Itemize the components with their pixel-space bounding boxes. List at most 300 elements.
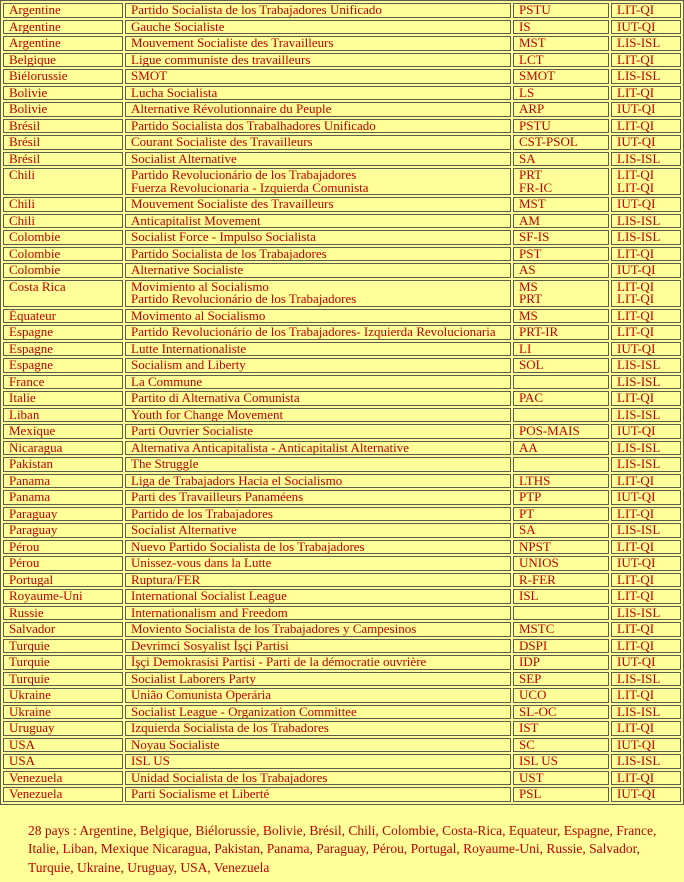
country-cell <box>3 573 123 588</box>
party-cell <box>125 507 511 522</box>
party-cell <box>125 705 511 720</box>
country-cell-line: Pérou <box>9 540 40 553</box>
intl-cell <box>611 102 681 117</box>
sigle-cell <box>513 721 609 736</box>
table-row <box>3 230 681 245</box>
country-cell-line: USA <box>9 738 36 751</box>
party-cell <box>125 787 511 802</box>
sigle-cell <box>513 230 609 245</box>
intl-cell <box>611 771 681 786</box>
party-cell <box>125 738 511 753</box>
sigle-cell <box>513 672 609 687</box>
intl-cell <box>611 119 681 134</box>
party-cell <box>125 457 511 472</box>
party-cell <box>125 490 511 505</box>
table-row <box>3 556 681 571</box>
intl-cell-line: IUT-QI <box>617 20 656 33</box>
party-cell <box>125 540 511 555</box>
sigle-cell-line: AS <box>519 264 536 277</box>
table-row <box>3 408 681 423</box>
party-cell <box>125 556 511 571</box>
intl-cell-line: LIT-QI <box>617 392 655 405</box>
party-cell-line: Noyau Socialiste <box>131 738 220 751</box>
table-row <box>3 342 681 357</box>
party-cell <box>125 135 511 150</box>
intl-cell <box>611 589 681 604</box>
party-cell-line: Socialist Force - Impulso Socialista <box>131 231 316 244</box>
country-cell-line: Brésil <box>9 152 41 165</box>
party-cell-line: Internationalism and Freedom <box>131 606 288 619</box>
sigle-cell-line: IST <box>519 722 539 735</box>
sigle-cell-line: SL-OC <box>519 705 557 718</box>
intl-cell <box>611 655 681 670</box>
sigle-cell-line: IDP <box>519 656 540 669</box>
sigle-cell-line: ISL US <box>519 755 558 768</box>
country-cell-line: Argentine <box>9 4 61 17</box>
intl-cell-line: LIT-QI <box>617 181 655 194</box>
party-cell-line: Partido Socialista dos Trabalhadores Unificado <box>131 119 376 132</box>
sigle-cell-line: LS <box>519 86 535 99</box>
country-cell <box>3 523 123 538</box>
intl-cell <box>611 358 681 373</box>
intl-cell <box>611 540 681 555</box>
intl-cell <box>611 86 681 101</box>
intl-cell-line: LIS-ISL <box>617 705 661 718</box>
intl-cell <box>611 69 681 84</box>
table-row <box>3 152 681 167</box>
table-row <box>3 309 681 324</box>
country-cell-line: Italie <box>9 392 36 405</box>
country-cell <box>3 86 123 101</box>
party-cell-line: Socialist Laborers Party <box>131 672 256 685</box>
intl-cell-line: LIT-QI <box>617 169 655 182</box>
country-cell <box>3 738 123 753</box>
sigle-cell <box>513 119 609 134</box>
party-cell <box>125 69 511 84</box>
intl-cell <box>611 606 681 621</box>
country-cell <box>3 441 123 456</box>
party-cell <box>125 622 511 637</box>
sigle-cell <box>513 375 609 390</box>
intl-cell <box>611 391 681 406</box>
sigle-cell <box>513 408 609 423</box>
table-row <box>3 424 681 439</box>
table-row <box>3 280 681 307</box>
sigle-cell <box>513 424 609 439</box>
intl-cell <box>611 672 681 687</box>
intl-cell-line: LIT-QI <box>617 474 655 487</box>
intl-cell-line: LIT-QI <box>617 573 655 586</box>
party-cell <box>125 358 511 373</box>
sigle-cell-line: LI <box>519 342 532 355</box>
intl-cell-line: LIT-QI <box>617 4 655 17</box>
sigle-cell-line: ARP <box>519 103 545 116</box>
table-row <box>3 53 681 68</box>
intl-cell-line: IUT-QI <box>617 103 656 116</box>
table-row <box>3 622 681 637</box>
sigle-cell <box>513 540 609 555</box>
intl-cell <box>611 3 681 18</box>
intl-cell-line: IUT-QI <box>617 788 656 801</box>
sigle-cell-line: CST-PSOL <box>519 136 578 149</box>
intl-cell <box>611 152 681 167</box>
party-cell-line: Liga de Trabajadors Hacia el Socialismo <box>131 474 343 487</box>
party-cell <box>125 119 511 134</box>
country-cell <box>3 20 123 35</box>
country-cell-line: Venezuela <box>9 771 63 784</box>
intl-cell <box>611 441 681 456</box>
country-cell <box>3 309 123 324</box>
table-row <box>3 36 681 51</box>
party-cell-line: Socialist League - Organization Committee <box>131 705 357 718</box>
sigle-cell-line: PSTU <box>519 4 551 17</box>
table-row <box>3 263 681 278</box>
country-cell-line: Bolivie <box>9 103 48 116</box>
sigle-cell-line: MST <box>519 198 546 211</box>
table-row <box>3 606 681 621</box>
sigle-cell <box>513 342 609 357</box>
intl-cell-line: LIS-ISL <box>617 524 661 537</box>
party-cell <box>125 53 511 68</box>
table-row <box>3 721 681 736</box>
intl-cell-line: LIS-ISL <box>617 37 661 50</box>
party-cell-line: Unidad Socialista de los Trabajadores <box>131 771 328 784</box>
party-cell-line: União Comunista Operária <box>131 689 272 702</box>
party-cell-line: Courant Socialiste des Travailleurs <box>131 136 313 149</box>
country-cell-line: Turquie <box>9 639 50 652</box>
table-row <box>3 247 681 262</box>
countries-summary: 28 pays : Argentine, Belgique, Biélorussie, Bolivie, Brésil, Chili, Colombie, Costa-Rica, Equateur, Espagne, France, Italie, Liban, Mexique Nicaragua, Pakistan, Panama, Paraguay, Pérou, Portugal, Royaume-Uni, Russie, Salvador, Turquie, Ukraine, Uruguay, USA, Venezuela <box>28 822 657 875</box>
intl-cell <box>611 622 681 637</box>
sigle-cell-line: MS <box>519 280 538 293</box>
country-cell-line: Équateur <box>9 309 56 322</box>
table-row <box>3 119 681 134</box>
country-cell <box>3 102 123 117</box>
party-cell <box>125 280 511 307</box>
party-cell-line: Parti des Travailleurs Panaméens <box>131 491 304 504</box>
sigle-cell <box>513 738 609 753</box>
sigle-cell-line: R-FER <box>519 573 556 586</box>
sigle-cell <box>513 20 609 35</box>
sigle-cell-line: SA <box>519 524 536 537</box>
sigle-cell <box>513 3 609 18</box>
sigle-cell <box>513 36 609 51</box>
intl-cell-line: LIT-QI <box>617 247 655 260</box>
party-cell-line: Partido Revolucionário de los Trabajadores <box>131 293 357 306</box>
party-cell-line: Partido Revolucionário de los Trabajadores- Izquierda Revolucionaria <box>131 326 496 339</box>
party-cell-line: Anticapitalist Movement <box>131 214 261 227</box>
country-cell <box>3 672 123 687</box>
country-cell <box>3 606 123 621</box>
country-cell <box>3 540 123 555</box>
intl-cell <box>611 230 681 245</box>
country-cell <box>3 507 123 522</box>
sigle-cell <box>513 358 609 373</box>
party-cell <box>125 375 511 390</box>
table-row <box>3 507 681 522</box>
sigle-cell-line: PSL <box>519 788 542 801</box>
country-cell-line: Chili <box>9 198 36 211</box>
country-cell <box>3 230 123 245</box>
table-row <box>3 375 681 390</box>
country-cell <box>3 474 123 489</box>
sigle-cell-line: PRT <box>519 169 543 182</box>
intl-cell <box>611 457 681 472</box>
sigle-cell <box>513 622 609 637</box>
party-cell <box>125 408 511 423</box>
intl-cell-line: LIT-QI <box>617 623 655 636</box>
party-cell <box>125 214 511 229</box>
party-cell <box>125 771 511 786</box>
party-cell-line: Alternative Socialiste <box>131 264 244 277</box>
party-cell-line: Nuevo Partido Socialista de los Trabajadores <box>131 540 365 553</box>
sigle-cell <box>513 573 609 588</box>
country-cell-line: Argentine <box>9 37 61 50</box>
country-cell-line: Uruguay <box>9 722 55 735</box>
country-cell-line: Chili <box>9 169 36 182</box>
intl-cell <box>611 263 681 278</box>
party-cell <box>125 754 511 769</box>
sigle-cell <box>513 53 609 68</box>
sigle-cell-line: MS <box>519 309 538 322</box>
intl-cell <box>611 135 681 150</box>
table-row <box>3 655 681 670</box>
sigle-cell <box>513 787 609 802</box>
table-row <box>3 168 681 195</box>
sigle-cell-line: SF-IS <box>519 231 550 244</box>
sigle-cell <box>513 705 609 720</box>
sigle-cell <box>513 507 609 522</box>
sigle-cell-line: UST <box>519 771 544 784</box>
country-cell <box>3 408 123 423</box>
table-row <box>3 688 681 703</box>
sigle-cell <box>513 86 609 101</box>
sigle-cell <box>513 325 609 340</box>
intl-cell <box>611 168 681 195</box>
intl-cell-line: IUT-QI <box>617 491 656 504</box>
sigle-cell-line: IS <box>519 20 531 33</box>
intl-cell <box>611 375 681 390</box>
country-cell-line: Colombie <box>9 247 61 260</box>
sigle-cell-line: PAC <box>519 392 544 405</box>
country-cell <box>3 457 123 472</box>
intl-cell-line: IUT-QI <box>617 557 656 570</box>
sigle-cell <box>513 639 609 654</box>
sigle-cell-line <box>519 409 605 422</box>
country-cell <box>3 342 123 357</box>
intl-cell-line: LIS-ISL <box>617 606 661 619</box>
sigle-cell-line: FR-IC <box>519 181 553 194</box>
sigle-cell <box>513 197 609 212</box>
country-cell <box>3 771 123 786</box>
intl-cell <box>611 214 681 229</box>
country-cell-line: Panama <box>9 491 51 504</box>
intl-cell-line: LIS-ISL <box>617 375 661 388</box>
country-cell-line: France <box>9 375 45 388</box>
country-cell <box>3 168 123 195</box>
table-row <box>3 325 681 340</box>
country-cell-line: USA <box>9 755 36 768</box>
country-cell <box>3 721 123 736</box>
country-cell-line: Mexique <box>9 425 56 438</box>
country-cell <box>3 490 123 505</box>
country-cell <box>3 556 123 571</box>
intl-cell-line: LIT-QI <box>617 293 655 306</box>
intl-cell-line: IUT-QI <box>617 656 656 669</box>
sigle-cell-line: NPST <box>519 540 551 553</box>
sigle-cell <box>513 490 609 505</box>
sigle-cell-line: AM <box>519 214 540 227</box>
country-cell-line: Salvador <box>9 623 56 636</box>
intl-cell-line: LIS-ISL <box>617 755 661 768</box>
sigle-cell-line: UNIOS <box>519 557 559 570</box>
country-cell <box>3 325 123 340</box>
sigle-cell <box>513 606 609 621</box>
intl-cell <box>611 556 681 571</box>
sigle-cell-line: LTHS <box>519 474 551 487</box>
intl-cell-line: IUT-QI <box>617 738 656 751</box>
party-cell-line: Partido Socialista de los Trabajadores <box>131 247 327 260</box>
table-row <box>3 135 681 150</box>
party-cell-line: Socialist Alternative <box>131 152 237 165</box>
party-cell-line: Mouvement Socialiste des Travailleurs <box>131 37 334 50</box>
party-cell-line: Fuerza Revolucionaria - Izquierda Comunista <box>131 181 369 194</box>
intl-cell <box>611 53 681 68</box>
party-cell <box>125 424 511 439</box>
party-cell-line: Socialist Alternative <box>131 524 237 537</box>
country-cell <box>3 3 123 18</box>
party-cell-line: Moviento Socialista de los Trabajadores y Campesinos <box>131 623 417 636</box>
intl-cell-line: LIS-ISL <box>617 441 661 454</box>
party-cell <box>125 672 511 687</box>
country-cell <box>3 688 123 703</box>
party-cell <box>125 523 511 538</box>
intl-cell-line: LIT-QI <box>617 689 655 702</box>
sigle-cell <box>513 309 609 324</box>
party-cell-line: Partido Revolucionário de los Trabajadores <box>131 169 357 182</box>
country-cell-line: Paraguay <box>9 507 58 520</box>
party-cell-line: Alternative Révolutionnaire du Peuple <box>131 103 332 116</box>
country-cell <box>3 787 123 802</box>
sigle-cell-line: PRT-IR <box>519 326 559 339</box>
sigle-cell-line <box>519 458 605 471</box>
parties-table-body <box>3 3 681 802</box>
country-cell-line: Argentine <box>9 20 61 33</box>
country-cell <box>3 36 123 51</box>
intl-cell <box>611 507 681 522</box>
intl-cell <box>611 738 681 753</box>
party-cell-line: Devrimci Sosyalist İşçi Partisi <box>131 639 289 652</box>
intl-cell <box>611 754 681 769</box>
sigle-cell-line: SC <box>519 738 535 751</box>
country-cell-line: Brésil <box>9 119 41 132</box>
table-row <box>3 787 681 802</box>
country-cell <box>3 754 123 769</box>
country-cell-line: Russie <box>9 606 44 619</box>
country-cell <box>3 247 123 262</box>
sigle-cell <box>513 474 609 489</box>
intl-cell-line: LIT-QI <box>617 540 655 553</box>
intl-cell <box>611 490 681 505</box>
intl-cell-line: LIT-QI <box>617 590 655 603</box>
country-cell <box>3 263 123 278</box>
party-cell-line: Alternativa Anticapitalista - Anticapitalist Alternative <box>131 441 409 454</box>
intl-cell <box>611 523 681 538</box>
country-cell-line: Nicaragua <box>9 441 63 454</box>
intl-cell <box>611 639 681 654</box>
sigle-cell <box>513 280 609 307</box>
party-cell-line: Movimiento al Socialismo <box>131 280 269 293</box>
party-cell-line: Socialism and Liberty <box>131 359 246 372</box>
country-cell <box>3 375 123 390</box>
table-row <box>3 754 681 769</box>
sigle-cell-line: SEP <box>519 672 542 685</box>
sigle-cell <box>513 523 609 538</box>
party-cell <box>125 168 511 195</box>
intl-cell-line: IUT-QI <box>617 198 656 211</box>
party-cell-line: Gauche Socialiste <box>131 20 225 33</box>
intl-cell-line: LIT-QI <box>617 507 655 520</box>
party-cell <box>125 342 511 357</box>
country-cell-line: Colombie <box>9 264 61 277</box>
intl-cell <box>611 20 681 35</box>
party-cell-line: Lutte Internationaliste <box>131 342 247 355</box>
party-cell-line: Mouvement Socialiste des Travailleurs <box>131 198 334 211</box>
country-cell <box>3 655 123 670</box>
country-cell <box>3 135 123 150</box>
party-cell-line: The Struggle <box>131 458 199 471</box>
sigle-cell-line: DSPI <box>519 639 548 652</box>
party-cell-line: Ruptura/FER <box>131 573 201 586</box>
party-cell-line: Izquierda Socialista de los Trabadores <box>131 722 329 735</box>
intl-cell <box>611 36 681 51</box>
country-cell-line: Costa Rica <box>9 280 66 293</box>
sigle-cell-line: LCT <box>519 53 544 66</box>
sigle-cell <box>513 457 609 472</box>
party-cell-line: Partido Socialista de los Trabajadores Unificado <box>131 4 382 17</box>
country-cell-line: Ukraine <box>9 689 51 702</box>
intl-cell-line: LIS-ISL <box>617 214 661 227</box>
party-cell <box>125 152 511 167</box>
intl-cell-line: LIT-QI <box>617 309 655 322</box>
party-cell <box>125 36 511 51</box>
country-cell-line: Paraguay <box>9 524 58 537</box>
country-cell-line: Royaume-Uni <box>9 590 83 603</box>
intl-cell-line: IUT-QI <box>617 264 656 277</box>
intl-cell <box>611 280 681 307</box>
party-cell <box>125 441 511 456</box>
party-cell-line: Partito di Alternativa Comunista <box>131 392 300 405</box>
sigle-cell-line <box>519 376 605 389</box>
party-cell <box>125 391 511 406</box>
party-cell-line: SMOT <box>131 70 168 83</box>
intl-cell <box>611 474 681 489</box>
table-row <box>3 441 681 456</box>
party-cell-line: ISL US <box>131 755 170 768</box>
country-cell <box>3 424 123 439</box>
party-cell <box>125 3 511 18</box>
country-cell-line: Pérou <box>9 557 40 570</box>
sigle-cell-line: MST <box>519 37 546 50</box>
sigle-cell <box>513 556 609 571</box>
sigle-cell <box>513 69 609 84</box>
sigle-cell <box>513 589 609 604</box>
party-cell <box>125 606 511 621</box>
intl-cell-line: LIT-QI <box>617 86 655 99</box>
intl-cell-line: LIS-ISL <box>617 359 661 372</box>
sigle-cell <box>513 102 609 117</box>
intl-cell-line: LIT-QI <box>617 119 655 132</box>
